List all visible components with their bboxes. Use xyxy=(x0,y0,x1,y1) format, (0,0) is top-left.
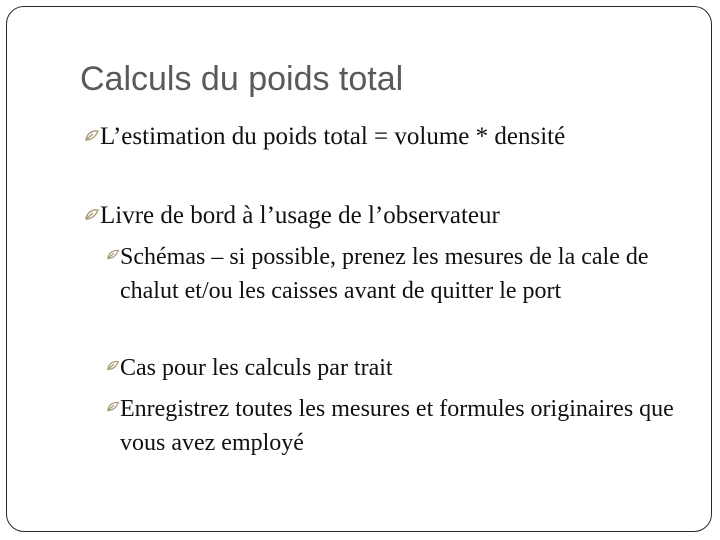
bullet-text: Cas pour les calculs par trait xyxy=(120,355,393,381)
leaf-bullet-icon xyxy=(106,248,120,262)
bullet-text: Livre de bord à l’usage de l’observateur xyxy=(100,202,500,229)
bullet-item xyxy=(100,199,660,233)
sub-bullet-item xyxy=(120,392,680,460)
bullet-text: Enregistrez toutes les mesures et formules originaires que vous avez employé xyxy=(120,396,674,456)
leaf-bullet-icon xyxy=(106,359,120,373)
slide-title: Calculs du poids total xyxy=(80,60,404,98)
bullet-item xyxy=(100,120,660,154)
sub-bullet-item xyxy=(120,240,680,308)
leaf-bullet-icon xyxy=(84,207,100,223)
leaf-bullet-icon xyxy=(84,128,100,144)
leaf-bullet-icon xyxy=(106,400,120,414)
sub-bullet-item xyxy=(120,351,680,385)
bullet-text: L’estimation du poids total = volume * densité xyxy=(100,123,566,150)
bullet-text: Schémas – si possible, prenez les mesures de la cale de chalut et/ou les caisses avant de quitter le port xyxy=(120,244,649,304)
